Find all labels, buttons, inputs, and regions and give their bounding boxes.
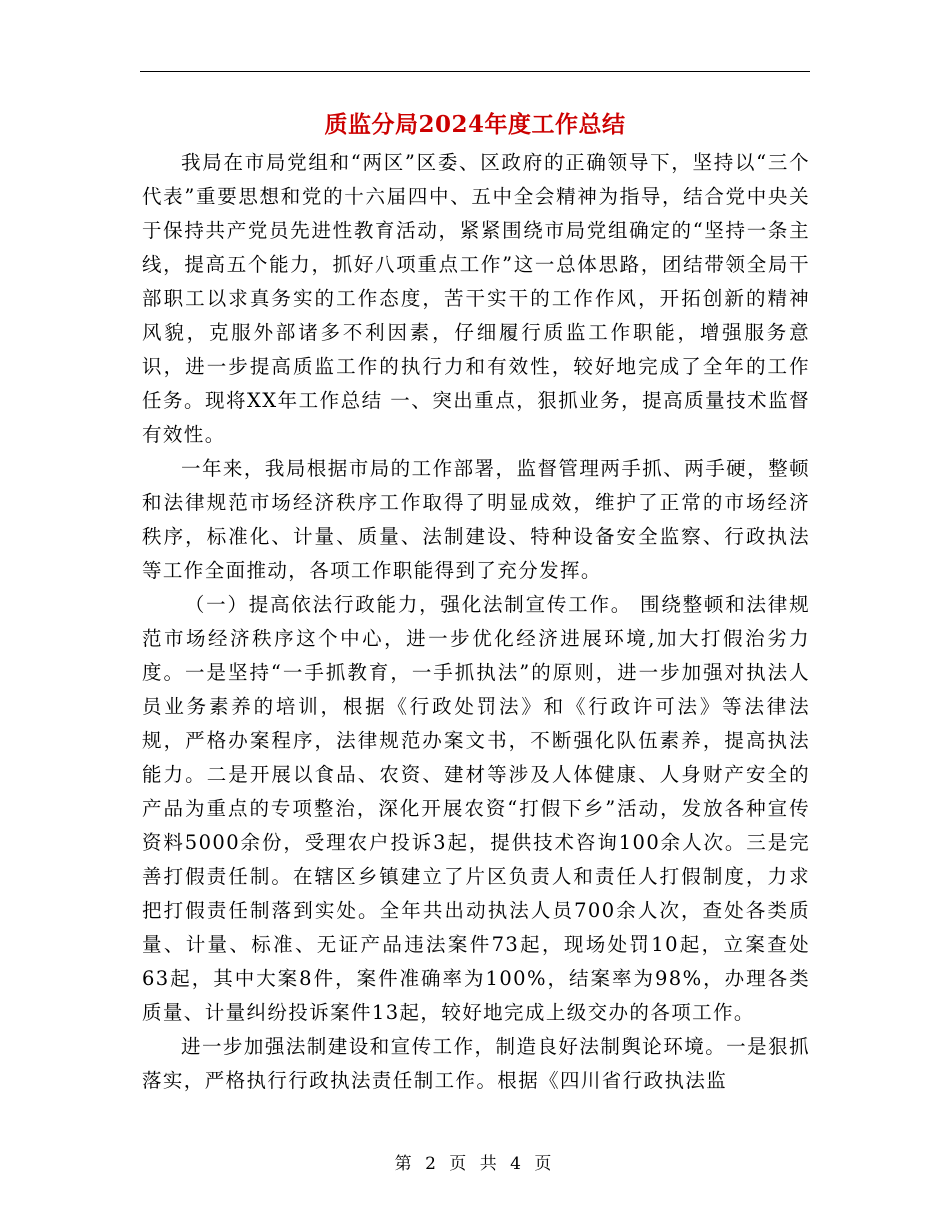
document-title: 质监分局2024年度工作总结	[324, 111, 626, 138]
paragraph-overview: 一年来，我局根据市局的工作部署，监督管理两手抓、两手硬，整顿和法律规范市场经济秩序工作取得了明显成效，维护了正常的市场经济秩序，标准化、计量、质量、法制建设、特种设备安全监察、行政执法等工作全面推动，各项工作职能得到了充分发挥。	[142, 457, 810, 582]
paragraph-section-1: （一）提高依法行政能力，强化法制宣传工作。 围绕整顿和法律规范市场经济秩序这个中心，进一步优化经济进展环境,加大打假治劣力度。一是坚持“一手抓教育，一手抓执法”的原则，进一步加强对执法人员业务素养的培训，根据《行政处罚法》和《行政许可法》等法律法规，严格办案程序，法律规范办案文书，不断强化队伍素养，提高执法能力。二是开展以食品、农资、建材等涉及人体健康、人身财产安全的产品为重点的专项整治，深化开展农资“打假下乡”活动，发放各种宣传资料5000余份，受理农户投诉3起，提供技术咨询100余人次。三是完善打假责任制。在辖区乡镇建立了片区负责人和责任人打假制度，力求把打假责任制落到实处。全年共出动执法人员700余人次，查处各类质量、计量、标准、无证产品违法案件73起，现场处罚10起，立案查处63起，其中大案8件，案件准确率为100%，结案率为98%，办理各类质量、计量纠纷投诉案件13起，较好地完成上级交办的各项工作。	[142, 593, 810, 1024]
document-body	[142, 146, 810, 1098]
paragraph-intro: 我局在市局党组和“两区”区委、区政府的正确领导下，坚持以“三个代表”重要思想和党的十六届四中、五中全会精神为指导，结合党中央关于保持共产党员先进性教育活动，紧紧围绕市局党组确定的“坚持一条主线，提高五个能力，抓好八项重点工作”这一总体思路，团结带领全局干部职工以求真务实的工作态度，苦干实干的工作作风，开拓创新的精神风貌，克服外部诸多不利因素，仔细履行质监工作职能，增强服务意识，进一步提高质监工作的执行力和有效性，较好地完成了全年的工作任务。现将XX年工作总结 一、突出重点，狠抓业务，提高质量技术监督有效性。	[142, 151, 810, 446]
paragraph-legal-publicity: 进一步加强法制建设和宣传工作，制造良好法制舆论环境。一是狠抓落实，严格执行行政执法责任制工作。根据《四川省行政执法监	[142, 1035, 810, 1092]
header-rule	[140, 71, 810, 72]
page-number-footer: 第 2 页 共 4 页	[394, 1154, 556, 1174]
